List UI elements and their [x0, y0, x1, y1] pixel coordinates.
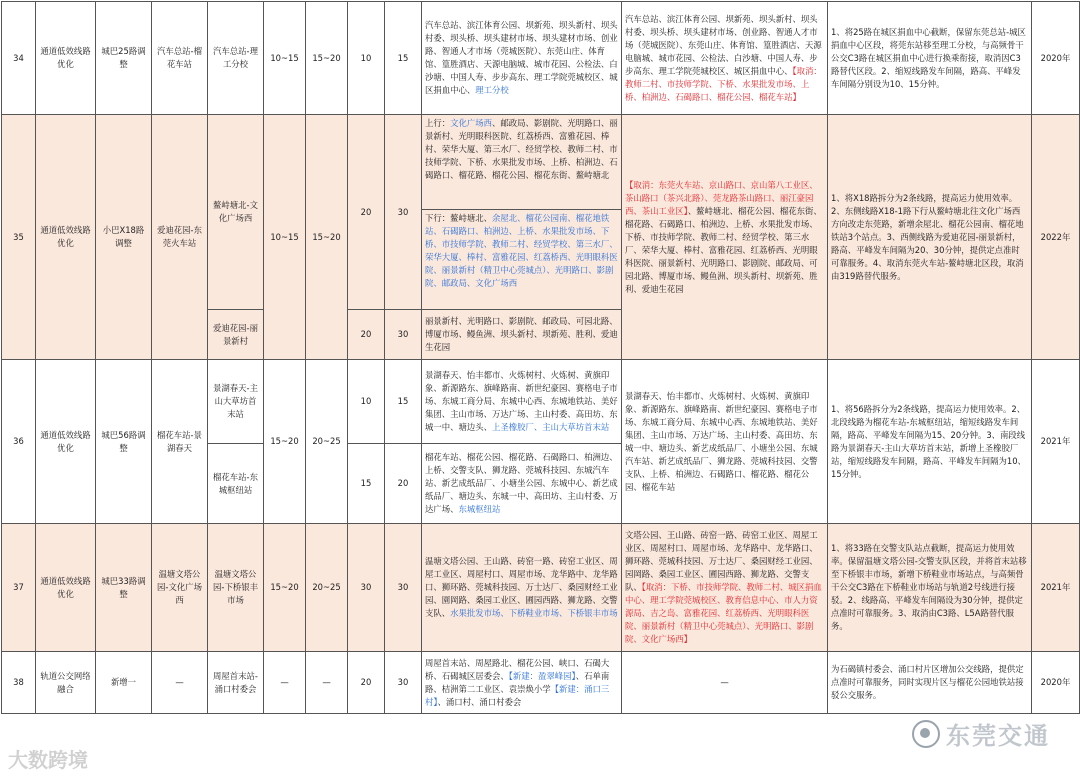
table-row-35	[2, 115, 1080, 310]
route-ends: 温塘文塔公园-文化广场西	[152, 524, 208, 652]
route-name: 城巴56路调整	[96, 360, 152, 524]
down-direction-stops: 下行：鳌峙塘北、余屋北、榴花公园南、榴花地铁站、石碣路口、柏洲边、上桥、水果批发市场、下桥、市技师学院、教师二村、经贸学校、第三水厂、荣华大厦、棒村、富雅花园、红荔桥西、光明眼科医院、丽景新村（精卫中心莞城点）、光明路口、影剧院、邮政局、文化广场西	[425, 213, 618, 288]
offpeak-interval: 20~25	[306, 524, 348, 652]
peak-interval: 15~20	[264, 360, 306, 524]
adjusted-ends: 汽车总站-理工分校	[208, 2, 264, 115]
offpeak-interval: 15~20	[306, 2, 348, 115]
up-direction-stops: 上行：文化广场西、邮政局、影剧院、光明路口、丽景新村、光明眼科医院、红荔桥西、富雅花园、棒村、荣华大厦、第三水厂、经贸学校、教师二村、市技师学院、下桥、水果批发市场、上桥、柏洲边、石碣路口、榴花路、榴花公园、榴花东街、鳌峙塘北	[422, 115, 621, 210]
project-type: 轨道公交网络融合	[36, 652, 96, 714]
stop-list-after: —	[622, 652, 828, 714]
new-peak-interval: 10	[348, 360, 385, 444]
new-offpeak-interval: 15	[385, 2, 422, 115]
row-number: 36	[2, 360, 36, 524]
table-row-37	[2, 524, 1080, 652]
stop-list: 丽景新村、光明路口、影剧院、邮政局、可园北路、博厦市场、鳗鱼洲、坝头新村、坝新苑、胜利、爱迪生花园	[422, 310, 622, 360]
year: 2020年	[1032, 652, 1080, 714]
new-peak-interval: 15	[348, 444, 385, 524]
stop-list: 汽车总站、滨江体育公园、坝新苑、坝头新村、坝头村委、坝头桥、坝头建材市场、坝头建材市场、创业路、智通人才市场（莞城医院）、东莞山庄、体育馆、篁胜酒店、天源电脑城、城市花园、公检法、白沙塘、中国人寿、步步高东、理工学院莞城校区、城区捐血中心、理工分校	[422, 2, 622, 115]
offpeak-interval: —	[306, 652, 348, 714]
stop-list: 榴花车站、榴花公园、榴花路、石碣路口、柏洲边、上桥、交警支队、狮龙路、莞城科技园、东城汽车站、新艺成纸品厂、小塘坐公园、东城中心、新艺成纸品厂、塘边头、东城一中、高田坊、主山村委、万达广场、东城枢纽站	[422, 444, 622, 524]
new-peak-interval: 20	[348, 310, 385, 360]
adjusted-ends: 榴花车站-东城枢纽站	[208, 444, 264, 524]
watermark-left-text: 大数跨境	[8, 748, 88, 772]
new-offpeak-interval: 20	[385, 444, 422, 524]
new-offpeak-interval: 30	[385, 524, 422, 652]
adjust-description: 1、将X18路拆分为2条线路，提高运力使用效率。2、东侧线路X18-1路下行从鳌峙塘北往文化广场西方向改走东莞路，新增余屋北、榴花公园南、榴花地铁站3个站点。3、西侧线路为爱迪花园-丽景新村，路高、平峰发车间隔为20、30分钟，提供定点准时可靠服务。4、取消东莞火车站-鳌峙塘北区段，取消由319路替代服务。	[828, 115, 1032, 360]
offpeak-interval: 20~25	[306, 360, 348, 524]
table-row-34	[2, 2, 1080, 115]
watermark-left	[8, 744, 88, 773]
adjusted-ends: 鳌峙塘北-文化广场西	[208, 115, 264, 310]
project-type: 通道低效线路优化	[36, 2, 96, 115]
row-number: 38	[2, 652, 36, 714]
stop-list-after: 【取消：东莞火车站、京山路口、京山第八工业区、茶山路口（茶兴北路）、莞龙路茶山路口、丽江豪园西、茶山工业区】、鳌峙塘北、榴花公园、榴花东街、榴花路、石碣路口、柏洲边、上桥、水果批发市场、下桥、市技师学院、教师二村、经贸学校、第三水厂、荣华大厦、棒村、富雅花园、红荔桥西、光明眼科医院、丽景新村、光明路口、影剧院、邮政局、可园北路、博厦市场、鳗鱼洲、坝头新村、坝新苑、胜利、爱迪生花园	[622, 115, 828, 360]
stop-list: 温塘文塔公园、王山路、砖窑一路、砖窑工业区、周屋工业区、周屋村口、周屋市场、龙华路中、龙华路口、狮环路、莞城科技园、万士达厂、桑园财经工业园、園岡路、桑园工业区、圃园西路、狮龙路、交警支队、水果批发市场、下桥鞋业市场、下桥银丰市场	[422, 524, 622, 652]
offpeak-interval: 15~20	[306, 115, 348, 360]
adjusted-ends: 周屋首末站-涌口村委会	[208, 652, 264, 714]
new-peak-interval: 20	[348, 115, 385, 310]
year: 2022年	[1032, 115, 1080, 360]
new-peak-interval: 20	[348, 652, 385, 714]
peak-interval: 10~15	[264, 115, 306, 360]
table-row-38	[2, 652, 1080, 714]
peak-interval: 15~20	[264, 524, 306, 652]
route-ends: 汽车总站-榴花车站	[152, 2, 208, 115]
route-name: 城巴25路调整	[96, 2, 152, 115]
table-row-36	[2, 360, 1080, 444]
watermark-right-text: 东莞交通	[946, 722, 1050, 750]
project-type: 通道低效线路优化	[36, 360, 96, 524]
stop-list	[422, 115, 622, 310]
new-peak-interval: 30	[348, 524, 385, 652]
project-type: 通道低效线路优化	[36, 524, 96, 652]
route-name: 城巴33路调整	[96, 524, 152, 652]
route-name: 小巴X18路调整	[96, 115, 152, 360]
row-number: 35	[2, 115, 36, 360]
wechat-logo-icon	[912, 720, 940, 748]
adjust-description: 1、将25路在城区捐血中心截断，保留东莞总站-城区捐血中心区段，将莞东站移至理工分校，与高频骨干公交C3路在城区捐血中心进行换乘衔接，取消因C3路替代区段。2、缩短线路发车间隔，路高、平峰发车间隔分别设为10、15分钟。	[828, 2, 1032, 115]
adjusted-ends: 温塘文塔公园-下桥银丰市场	[208, 524, 264, 652]
adjusted-ends: 景湖春天-主山大草坊首末站	[208, 360, 264, 444]
year: 2021年	[1032, 360, 1080, 524]
stop-list-after: 汽车总站、滨江体育公园、坝新苑、坝头新村、坝头村委、坝头桥、坝头建材市场、创业路、智通人才市场（莞城医院）、东莞山庄、体育馆、篁胜酒店、天源电脑城、城市花园、公检法、白沙塘、中国人寿、步步高东、理工学院莞城校区、城区捐血中心、【取消：教师二村、市技师学院、下桥、水果批发市场、上桥、柏洲边、石碣路口、榴花公园、榴花车站】	[622, 2, 828, 115]
row-number: 37	[2, 524, 36, 652]
route-ends: —	[152, 652, 208, 714]
peak-interval: —	[264, 652, 306, 714]
new-offpeak-interval: 30	[385, 652, 422, 714]
year: 2020年	[1032, 2, 1080, 115]
route-name: 新增一	[96, 652, 152, 714]
new-offpeak-interval: 30	[385, 310, 422, 360]
project-type: 通道低效线路优化	[36, 115, 96, 360]
adjusted-ends: 爱迪花园-丽景新村	[208, 310, 264, 360]
year: 2021年	[1032, 524, 1080, 652]
new-offpeak-interval: 15	[385, 360, 422, 444]
stop-list: 周屋首末站、周屋路北、榴花公园、峡口、石碣大桥、石碣城区居委会、【新建：盈翠峰园】、石单南路、桔洲第二工业区、袁崇焕小学【新建：涌口三村】、涌口村、涌口村委会	[422, 652, 622, 714]
stop-list: 景湖春天、怡丰都市、火炼树村、火炼树、黄旗印象、新源路东、旗峰路南、新世纪豪园、赛格电子市场、东城工商分局、东城中心西、东城地铁站、美好集团、主山市场、万达广场、主山村委、高田坊、东城一中、塘边头、上圣橡胶厂、主山大草坊首末站	[422, 360, 622, 444]
row-number: 34	[2, 2, 36, 115]
peak-interval: 10~15	[264, 2, 306, 115]
adjust-description: 为石碣镇村委会、涌口村片区增加公交线路，提供定点准时可靠服务，同时实现片区与榴花公园地铁站接驳公交服务。	[828, 652, 1032, 714]
stop-list-after: 文塔公园、王山路、砖窑一路、砖窑工业区、周屋工业区、周屋村口、周屋市场、龙华路中、龙华路口、狮环路、莞城科技园、万士达厂、桑园财经工业园、园岡路、桑园工业区、圃园西路、狮龙路、交警支队、【取消：下桥、市技师学院、教师二村、城区捐血中心、理工学院莞城校区、教育信息中心、市人力资源局、吉之岛、富雅花园、红荔桥西、光明眼科医院、丽景新村（精卫中心莞城点）、光明路口、影剧院、文化广场西】	[622, 524, 828, 652]
route-ends: 爱迪花园-东莞火车站	[152, 115, 208, 360]
adjust-description: 1、将56路拆分为2条线路，提高运力使用效率。2、北段线路为榴花车站-东城枢纽站，缩短线路发车间隔，路高、平峰发车间隔为15、20分钟。3、南段线路为景湖春天-主山大草坊首末站，新增上圣橡胶厂站，缩短线路发车间隔，路高、平峰发车间隔为10、15分钟。	[828, 360, 1032, 524]
adjust-description: 1、将33路在交警支队站点截断，提高运力使用效率。保留温塘文塔公园-交警支队区段，并将首末站移至下桥银丰市场，新增下桥鞋业市场站点，与高频骨干公交C3路在下桥鞋业市场站与轨道2号线进行接驳。2、线路高、平峰发车间隔设为30分钟，提供定点准时可靠服务。3、取消由C3路、L5A路替代服务。	[828, 524, 1032, 652]
new-offpeak-interval: 30	[385, 115, 422, 310]
watermark-right	[912, 716, 1050, 751]
route-adjustment-table	[1, 1, 1080, 714]
new-peak-interval: 10	[348, 2, 385, 115]
route-ends: 榴花车站-景湖春天	[152, 360, 208, 524]
stop-list-after: 景湖春天、怡丰都市、火炼树村、火炼树、黄旗印象、新源路东、旗峰路南、新世纪豪园、赛格电子市场、东城工商分局、东城中心西、东城地铁站、美好集团、主山市场、万达广场、主山村委、高田坊、东城一中、塘边头、新艺成纸品厂、小塘坐公园、东城汽车站、新艺成纸品厂、狮龙路、莞城科技园、交警支队、上桥、柏洲边、石碣路口、榴花路、榴花公园、榴花车站	[622, 360, 828, 524]
